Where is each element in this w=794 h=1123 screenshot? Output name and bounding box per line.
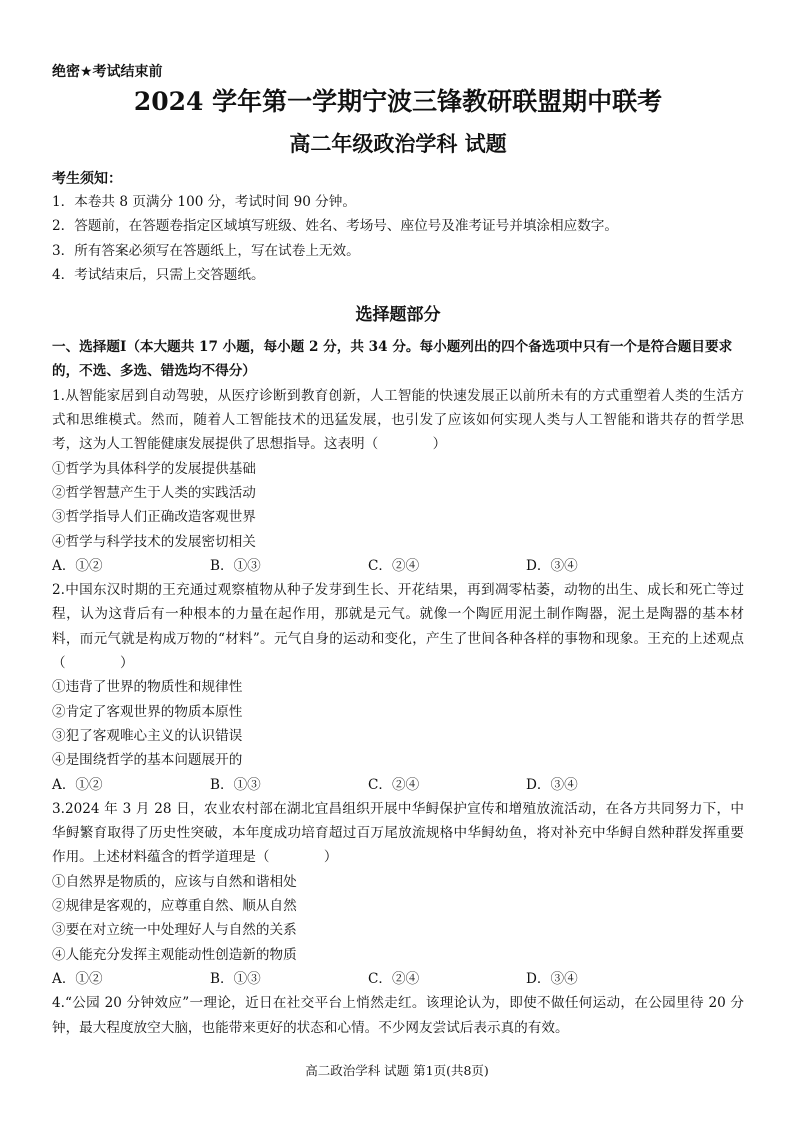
exam-subtitle: 高二年级政治学科 试题 xyxy=(289,131,507,156)
option-b: B．①③ xyxy=(210,970,261,987)
statement: ③哲学指导人们正确改造客观世界 xyxy=(52,509,256,526)
notice-item: 4．考试结束后，只需上交答题纸。 xyxy=(52,266,265,283)
statement: ③要在对立统一中处理好人与自然的关系 xyxy=(52,922,297,939)
answer-options xyxy=(52,773,744,797)
option-d: D．③④ xyxy=(526,970,578,987)
option-a: A．①② xyxy=(52,557,103,574)
statement: ②规律是客观的，应尊重自然、顺从自然 xyxy=(52,898,297,915)
question-stem: 2.中国东汉时期的王充通过观察植物从种子发芽到生长、开花结果，再到凋零枯萎，动物的出生、成长和死亡等过程，认为这背后有一种根本的力量在起作用，那就是元气。就像一个陶匠用泥土制作陶器，泥土是陶器的基本材料，而元气就是构成万物的“材料”。元气自身的运动和变化，产生了世间各种各样的事物和现象。王充的上述观点（ ） xyxy=(52,582,744,672)
statement: ④人能充分发挥主观能动性创造新的物质 xyxy=(52,946,297,963)
page-footer: 高二政治学科 试题 第1页(共8页) xyxy=(305,1063,489,1078)
exam-title: 2024 学年第一学期宁波三锋教研联盟期中联考 xyxy=(133,87,663,116)
question-stem: 3.2024 年 3 月 28 日，农业农村部在湖北宜昌组织开展中华鲟保护宣传和增殖放流活动，在各方共同努力下，中华鲟繁育取得了历史性突破，本年度成功培育超过百万尾放流规格中华鲟幼鱼，将对补充中华鲟自然种群发挥重要作用。上述材料蕴含的哲学道理是（ ） xyxy=(52,800,744,866)
notice-heading: 考生须知： xyxy=(52,171,122,187)
option-c: C．②④ xyxy=(368,776,420,793)
statement: ②哲学智慧产生于人类的实践活动 xyxy=(52,484,256,501)
notice-item: 1．本卷共 8 页满分 100 分，考试时间 90 分钟。 xyxy=(52,194,356,210)
option-d: D．③④ xyxy=(526,557,578,574)
option-a: A．①② xyxy=(52,970,103,987)
question-1 xyxy=(52,384,744,578)
statement: ①哲学为具体科学的发展提供基础 xyxy=(52,460,256,477)
statement: ③犯了客观唯心主义的认识错误 xyxy=(52,727,243,744)
question-stem: 1.从智能家居到自动驾驶，从医疗诊断到教育创新，人工智能的快速发展正以前所未有的方式重塑着人类的生活方式和思维模式。然而，随着人工智能技术的迅猛发展，也引发了应该如何实现人类与人工智能和谐共存的哲学思考，这为人工智能健康发展提供了思想指导。这表明（ ） xyxy=(52,387,744,453)
section-instruction: 一、选择题Ⅰ（本大题共 17 小题，每小题 2 分，共 34 分。每小题列出的四个备选项中只有一个是符合题目要求的，不选、多选、错选均不得分） xyxy=(52,339,733,380)
answer-options xyxy=(52,554,744,578)
confidential-label: 绝密★考试结束前 xyxy=(52,64,163,80)
statement: ②肯定了客观世界的物质本原性 xyxy=(52,703,243,720)
statement: ④是围绕哲学的基本问题展开的 xyxy=(52,752,243,769)
statement: ①违背了世界的物质性和规律性 xyxy=(52,679,243,696)
statement: ①自然界是物质的，应该与自然和谐相处 xyxy=(52,873,297,890)
option-c: C．②④ xyxy=(368,557,420,574)
question-3 xyxy=(52,797,744,991)
question-4 xyxy=(52,991,744,1040)
option-d: D．③④ xyxy=(526,776,578,793)
statement: ④哲学与科学技术的发展密切相关 xyxy=(52,533,256,550)
question-2 xyxy=(52,578,744,797)
option-c: C．②④ xyxy=(368,970,420,987)
section-heading: 选择题部分 xyxy=(355,305,441,326)
notice-item: 3．所有答案必须写在答题纸上，写在试卷上无效。 xyxy=(52,242,360,259)
option-a: A．①② xyxy=(52,776,103,793)
question-stem: 4.“公园 20 分钟效应”一理论，近日在社交平台上悄然走红。该理论认为，即使不做任何运动，在公园里待 20 分钟，最大程度放空大脑，也能带来更好的状态和心情。不少网友尝试后表示真的有效。 xyxy=(52,995,744,1036)
option-b: B．①③ xyxy=(210,557,261,574)
notice-item: 2．答题前，在答题卷指定区域填写班级、姓名、考场号、座位号及准考证号并填涂相应数字。 xyxy=(52,218,618,235)
exam-page xyxy=(52,62,744,1040)
option-b: B．①③ xyxy=(210,776,261,793)
answer-options xyxy=(52,967,744,991)
